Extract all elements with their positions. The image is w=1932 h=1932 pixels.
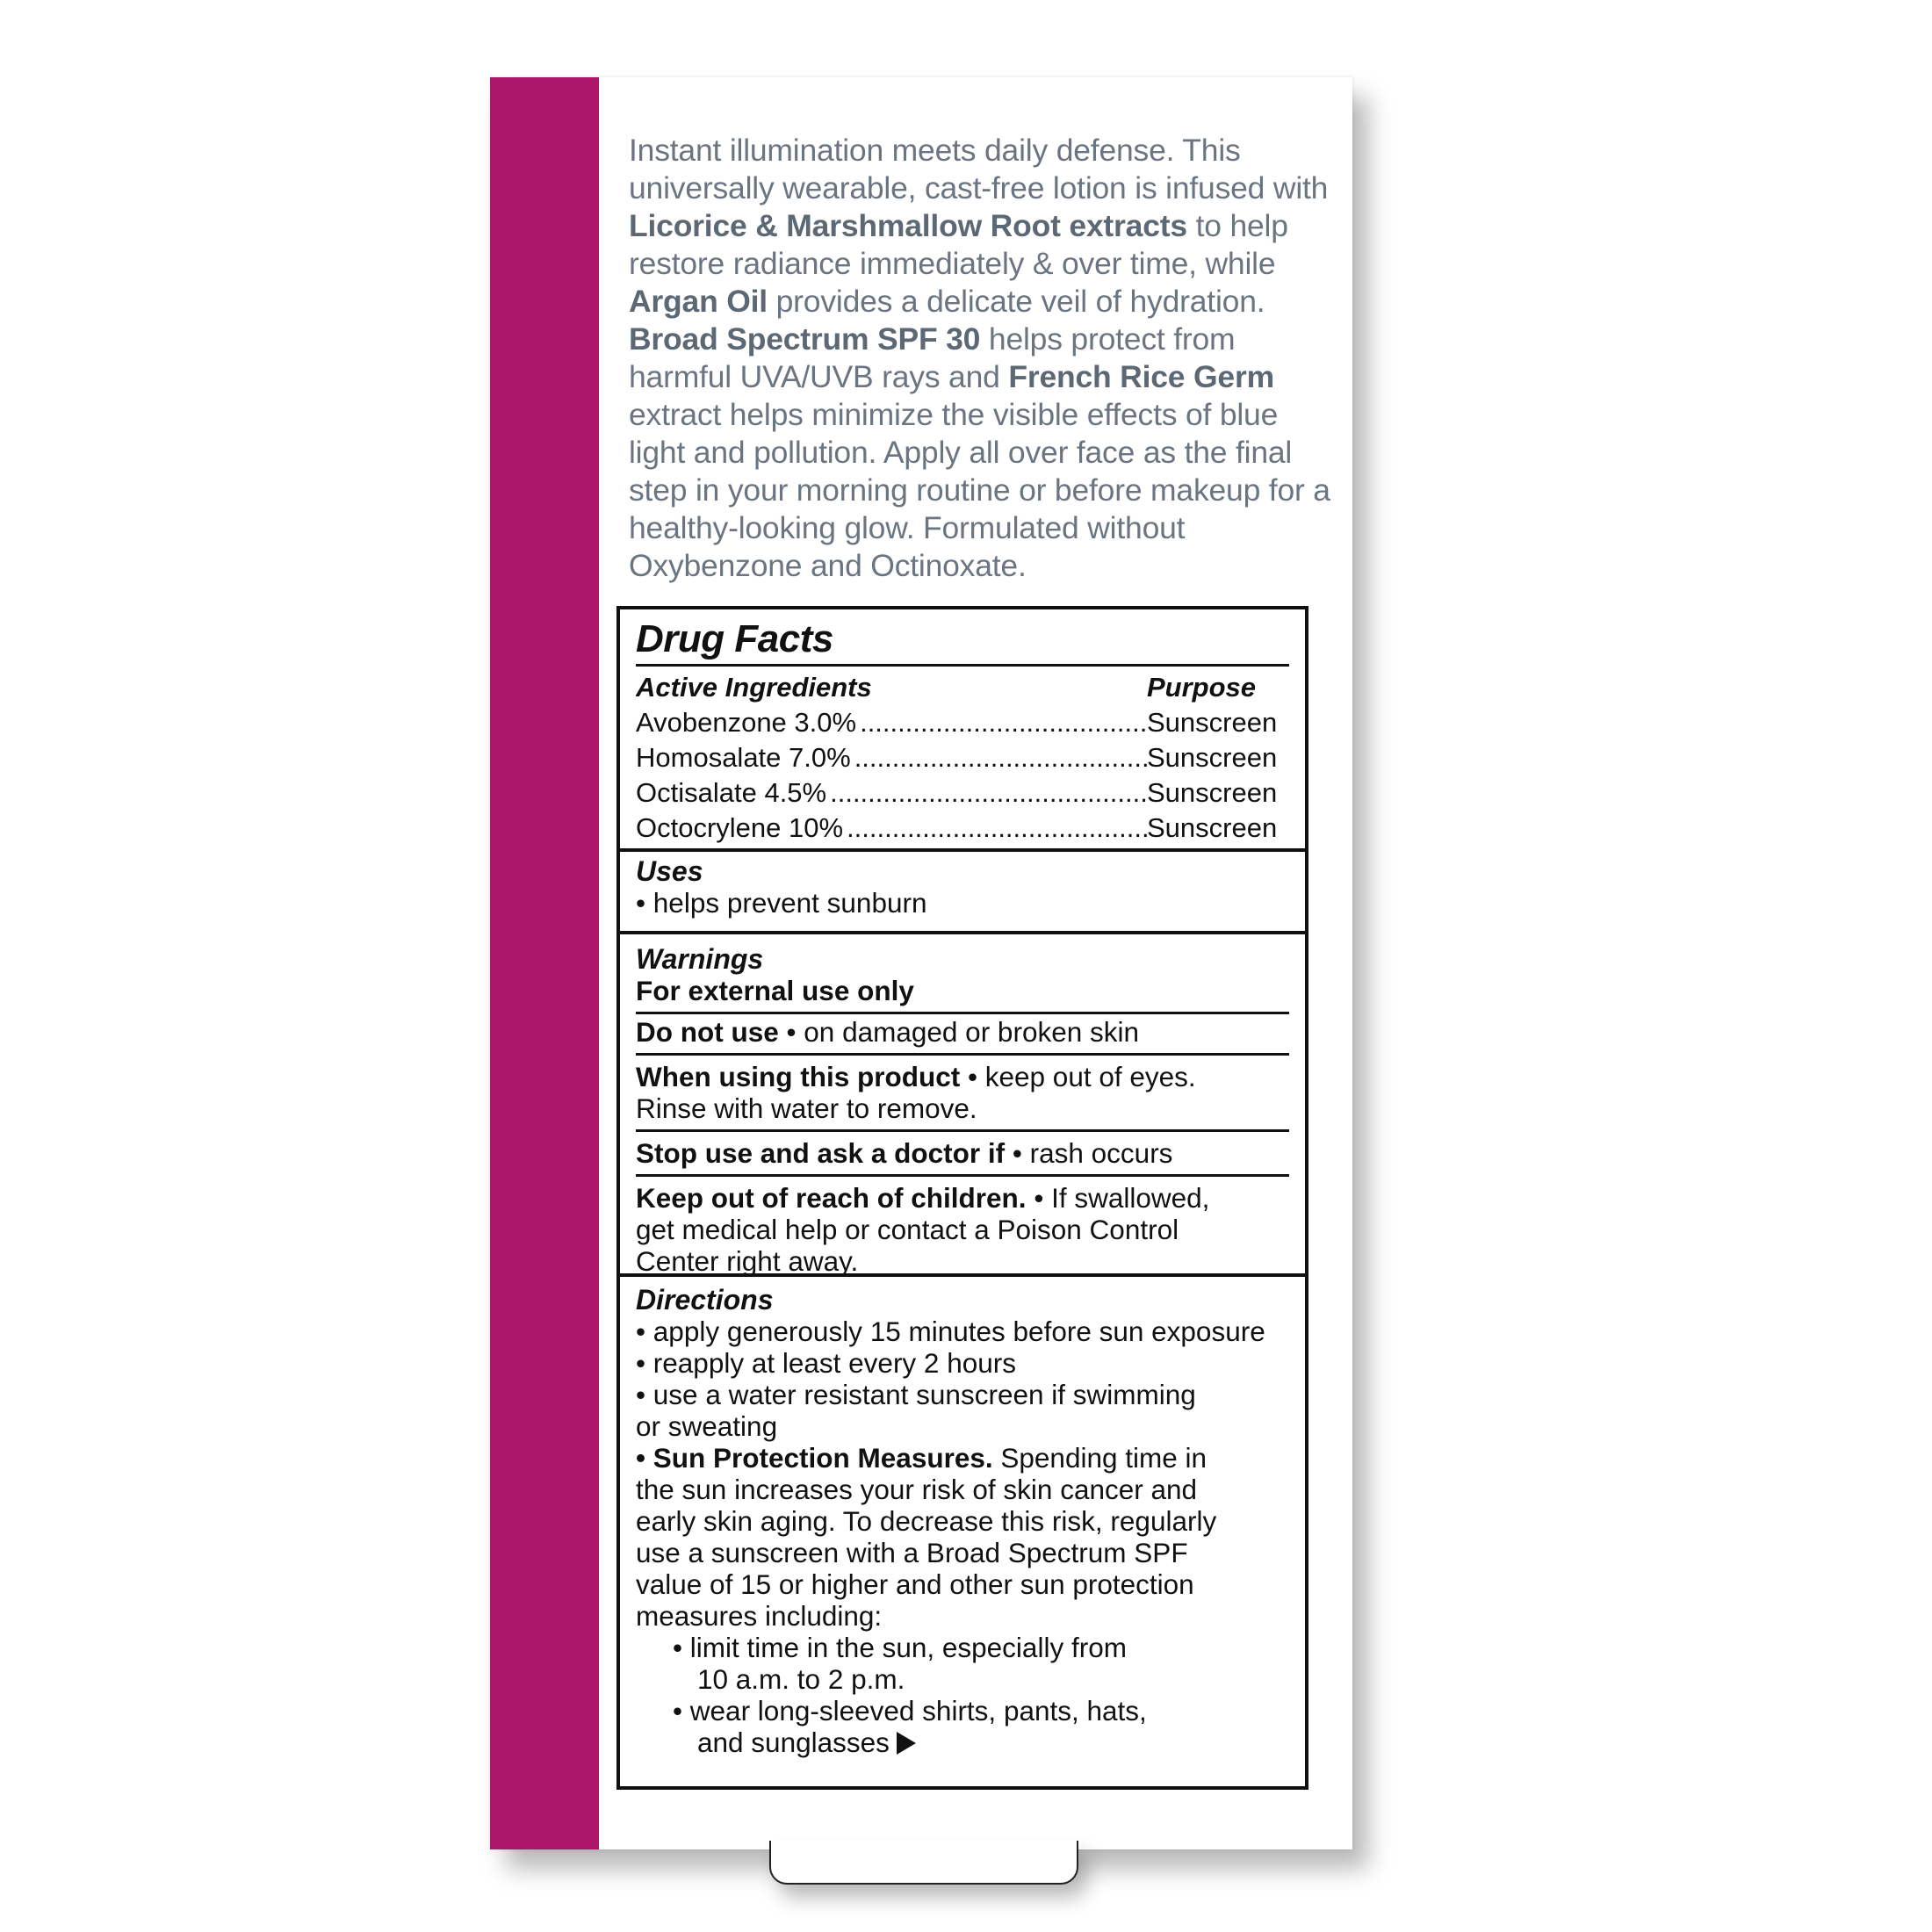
keep-out-text-2: get medical help or contact a Poison Control	[636, 1214, 1179, 1245]
drug-facts-title: Drug Facts	[636, 616, 1289, 667]
when-using-text: • keep out of eyes.	[960, 1061, 1196, 1092]
do-not-use-text: • on damaged or broken skin	[778, 1016, 1140, 1048]
keep-out-text-3: Center right away.	[636, 1245, 859, 1277]
highlighted-ingredient: Licorice & Marshmallow Root extracts	[629, 208, 1187, 243]
uses-section	[620, 852, 1305, 934]
magenta-side-band	[490, 77, 599, 1849]
product-description	[629, 132, 1331, 585]
purpose-heading: Purpose	[1147, 672, 1257, 703]
ingredient-name: Octocrylene 10%	[636, 812, 844, 843]
measure-bullet-cont	[636, 1727, 1289, 1758]
directions-line: • apply generously 15 minutes before sun exposure	[636, 1316, 1265, 1347]
highlighted-ingredient: French Rice Germ	[1008, 359, 1274, 394]
measure-bullet: • limit time in the sun, especially from	[673, 1632, 1127, 1663]
directions-line: • use a water resistant sunscreen if swimming	[636, 1379, 1196, 1410]
do-not-use-block	[636, 1012, 1289, 1048]
active-ingredients-section	[620, 609, 1305, 852]
sun-protection-line: measures including:	[636, 1600, 883, 1632]
keep-out-text: • If swallowed,	[1026, 1182, 1210, 1214]
highlighted-ingredient: Argan Oil	[629, 284, 768, 319]
measure-bullet-cont: 10 a.m. to 2 p.m.	[697, 1663, 905, 1695]
ingredient-name: Octisalate 4.5%	[636, 777, 827, 808]
continue-arrow-icon	[897, 1732, 916, 1755]
sun-protection-text: Spending time in	[992, 1442, 1208, 1474]
description-text: Instant illumination meets daily defense. This universally wearable, cast-free lotion is infused with	[629, 133, 1329, 205]
dot-leader	[851, 740, 1147, 775]
directions-section	[620, 1277, 1305, 1790]
measure-bullet-cont-text: and sunglasses	[697, 1727, 890, 1758]
dot-leader	[856, 705, 1147, 740]
description-text: extract helps minimize the visible effects of blue light and pollution. Apply all over face as the final step in your morning routine or before makeup for a healthy-looking glow. Formulated without Oxybenzone and Octinoxate.	[629, 397, 1330, 583]
keep-out-label: Keep out of reach of children.	[636, 1182, 1027, 1214]
external-use-text: For external use only	[636, 975, 914, 1006]
description-text: to help restore radiance immediately & over time, while	[629, 208, 1288, 281]
ingredient-purpose: Sunscreen	[1147, 777, 1278, 808]
when-using-text-2: Rinse with water to remove.	[636, 1092, 977, 1124]
uses-text: • helps prevent sunburn	[636, 887, 927, 919]
sun-protection-line: the sun increases your risk of skin cancer and	[636, 1474, 1198, 1505]
stop-use-text: • rash occurs	[1005, 1137, 1173, 1169]
highlighted-ingredient: Broad Spectrum SPF 30	[629, 321, 981, 357]
directions-line: or sweating	[636, 1410, 778, 1442]
ingredient-purpose: Sunscreen	[1147, 812, 1278, 843]
when-using-label: When using this product	[636, 1061, 961, 1092]
warnings-section	[620, 934, 1305, 1277]
keep-out-block	[636, 1174, 1289, 1277]
sun-protection-line: value of 15 or higher and other sun protection	[636, 1568, 1194, 1600]
measure-bullet: • wear long-sleeved shirts, pants, hats,	[673, 1695, 1147, 1727]
uses-heading: Uses	[636, 855, 703, 887]
drug-facts-panel	[616, 606, 1308, 1790]
dot-leader	[843, 811, 1147, 846]
ingredient-row	[636, 811, 1289, 846]
sun-protection-line: early skin aging. To decrease this risk, regularly	[636, 1505, 1217, 1537]
ingredient-purpose: Sunscreen	[1147, 707, 1278, 738]
dot-leader	[826, 775, 1147, 811]
directions-heading: Directions	[636, 1284, 774, 1316]
package-tab	[769, 1841, 1078, 1885]
description-text: helps protect from harmful UVA/UVB rays and	[629, 321, 1236, 394]
stop-use-block	[636, 1129, 1289, 1169]
ingredient-row	[636, 775, 1289, 811]
directions-line: • reapply at least every 2 hours	[636, 1347, 1017, 1379]
sun-protection-line: use a sunscreen with a Broad Spectrum SPF	[636, 1537, 1188, 1568]
warnings-heading: Warnings	[636, 943, 764, 975]
ingredient-row	[636, 705, 1289, 740]
ingredients-header-row	[636, 670, 1289, 705]
description-text: provides a delicate veil of hydration.	[767, 284, 1265, 319]
active-ingredients-heading: Active Ingredients	[636, 672, 872, 703]
when-using-block	[636, 1053, 1289, 1124]
ingredient-name: Avobenzone 3.0%	[636, 707, 857, 738]
ingredient-purpose: Sunscreen	[1147, 742, 1278, 773]
ingredient-row	[636, 740, 1289, 775]
stop-use-label: Stop use and ask a doctor if	[636, 1137, 1006, 1169]
do-not-use-label: Do not use	[636, 1016, 779, 1048]
sun-protection-label: • Sun Protection Measures.	[636, 1442, 993, 1474]
ingredient-name: Homosalate 7.0%	[636, 742, 851, 773]
